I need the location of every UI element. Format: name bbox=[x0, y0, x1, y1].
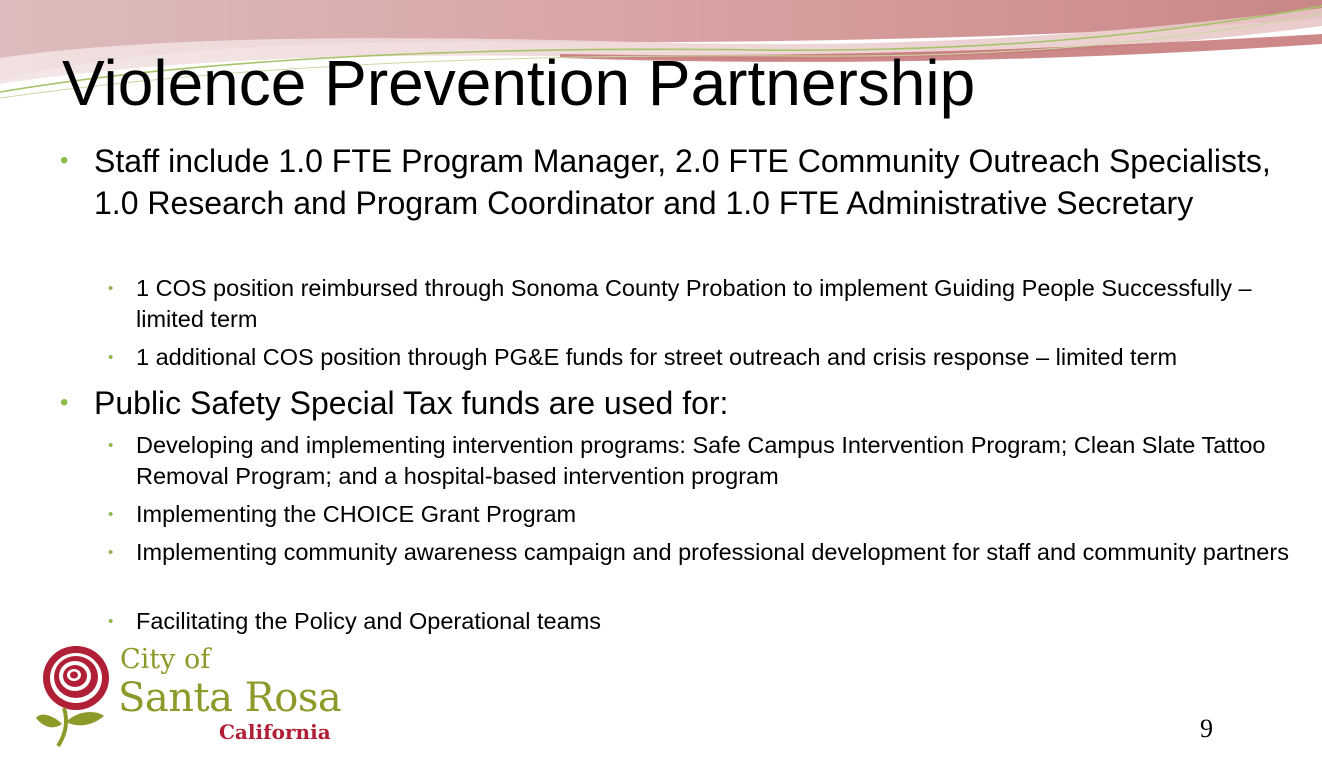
bullet-icon: • bbox=[60, 389, 69, 416]
logo-city-of-text: City of bbox=[120, 644, 211, 675]
logo-santa-rosa-text: Santa Rosa bbox=[118, 675, 342, 721]
sub-bullet-icon: • bbox=[108, 613, 114, 630]
sub-bullet-icon: • bbox=[108, 280, 114, 297]
sub-bullet-choice-grant: Implementing the CHOICE Grant Program bbox=[136, 501, 577, 527]
sub-bullet-intervention-programs: Developing and implementing intervention programs: Safe Campus Intervention Program; Clean Slate Tattoo Removal Program; and a hospital-based intervention program bbox=[136, 432, 1266, 489]
sub-bullet-icon: • bbox=[108, 349, 114, 366]
page-number: 9 bbox=[1200, 714, 1213, 743]
bullet-tax-funds: Public Safety Special Tax funds are used for: bbox=[94, 385, 729, 421]
bullet-staff: Staff include 1.0 FTE Program Manager, 2.0 FTE Community Outreach Specialists, 1.0 Research and Program Coordinator and 1.0 FTE Administrative Secretary bbox=[94, 143, 1271, 221]
sub-bullet-cos-probation: 1 COS position reimbursed through Sonoma County Probation to implement Guiding People Successfully – limited term bbox=[136, 275, 1252, 332]
logo-california-text: California bbox=[219, 720, 331, 744]
sub-bullet-policy-teams: Facilitating the Policy and Operational teams bbox=[136, 608, 602, 634]
sub-bullet-cos-pge: 1 additional COS position through PG&E funds for street outreach and crisis response – limited term bbox=[136, 344, 1178, 370]
sub-bullet-icon: • bbox=[108, 437, 114, 454]
sub-bullet-icon: • bbox=[108, 506, 114, 523]
sub-bullet-icon: • bbox=[108, 544, 114, 561]
sub-bullet-awareness-campaign: Implementing community awareness campaign and professional development for staff and community partners bbox=[136, 539, 1289, 565]
bullet-icon: • bbox=[60, 147, 69, 174]
slide-title: Violence Prevention Partnership bbox=[62, 47, 976, 119]
